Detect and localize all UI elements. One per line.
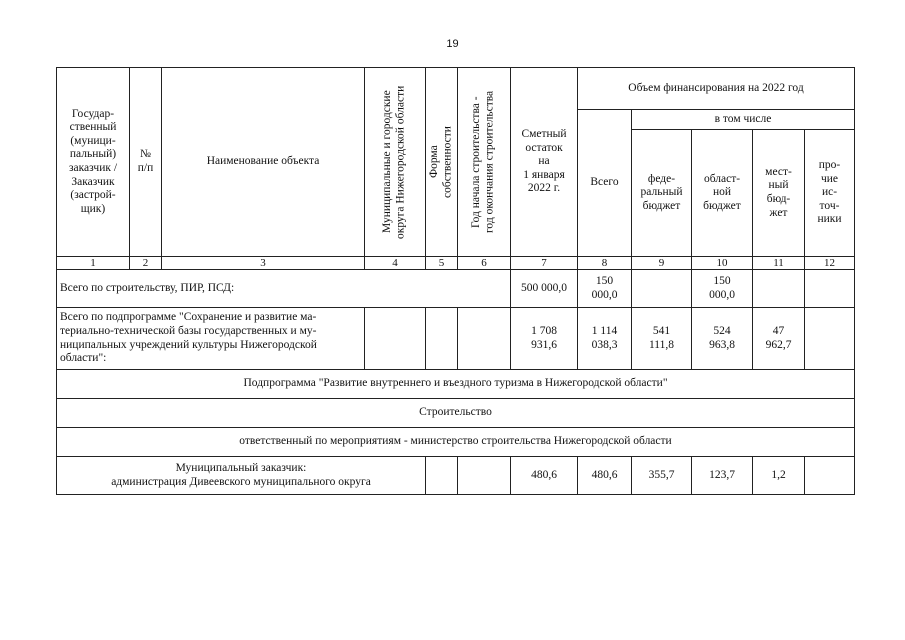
municipal-customer-ownership (426, 457, 458, 495)
header-row-1 (57, 68, 855, 110)
column-number: 4 (365, 257, 426, 270)
column-number: 9 (632, 257, 692, 270)
header-federal: феде- ральный бюджет (632, 130, 692, 257)
page-number: 19 (446, 38, 459, 50)
table-row-total-construction (57, 270, 855, 308)
header-funding-volume: Объем финансирования на 2022 год (578, 68, 855, 110)
total-subprogram-label: Всего по подпрограмме "Сохранение и развитие ма- териально-технической базы государственных и му- ниципальных учреждений культуры Нижегородской области": (57, 308, 365, 370)
header-other: про- чие ис- точ- ники (805, 130, 855, 257)
financing-table (56, 67, 855, 495)
table-row-responsible (57, 428, 855, 457)
column-number: 12 (805, 257, 855, 270)
total-construction-balance: 500 000,0 (511, 270, 578, 308)
header-municipality-text: Муниципальные и городские округа Нижегородской области (381, 85, 407, 239)
header-regional: област- ной бюджет (692, 130, 753, 257)
table-row-total-subprogram (57, 308, 855, 370)
total-subprogram-total: 1 114 038,3 (578, 308, 632, 370)
total-construction-other (805, 270, 855, 308)
header-num: № п/п (130, 68, 162, 257)
column-number: 7 (511, 257, 578, 270)
municipal-customer-total: 480,6 (578, 457, 632, 495)
column-number: 11 (753, 257, 805, 270)
header-estimated-balance: Сметный остаток на 1 января 2022 г. (511, 68, 578, 257)
total-construction-federal (632, 270, 692, 308)
total-construction-label: Всего по строительству, ПИР, ПСД: (57, 270, 511, 308)
total-subprogram-ownership (426, 308, 458, 370)
total-subprogram-federal: 541 111,8 (632, 308, 692, 370)
header-local: мест- ный бюд- жет (753, 130, 805, 257)
table-row-municipal-customer (57, 457, 855, 495)
header-object-name: Наименование объекта (162, 68, 365, 257)
total-subprogram-years (458, 308, 511, 370)
header-including: в том числе (632, 110, 855, 130)
column-number: 6 (458, 257, 511, 270)
total-subprogram-municipality (365, 308, 426, 370)
total-construction-local (753, 270, 805, 308)
header-years-text: Год начала строительства - год окончания строительства (470, 90, 496, 234)
municipal-customer-regional: 123,7 (692, 457, 753, 495)
header-ownership (426, 68, 458, 257)
total-subprogram-balance: 1 708 931,6 (511, 308, 578, 370)
column-number: 8 (578, 257, 632, 270)
responsible-text: ответственный по мероприятиям - министерство строительства Нижегородской области (57, 428, 855, 457)
municipal-customer-balance: 480,6 (511, 457, 578, 495)
table-row-subprogram-title (57, 370, 855, 399)
municipal-customer-local: 1,2 (753, 457, 805, 495)
section-title: Строительство (57, 399, 855, 428)
header-years (458, 68, 511, 257)
column-number: 10 (692, 257, 753, 270)
total-subprogram-local: 47 962,7 (753, 308, 805, 370)
column-number: 5 (426, 257, 458, 270)
header-ownership-text: Форма собственности (427, 126, 454, 198)
total-subprogram-regional: 524 963,8 (692, 308, 753, 370)
column-number: 2 (130, 257, 162, 270)
municipal-customer-label: Муниципальный заказчик: администрация Дивеевского муниципального округа (57, 457, 426, 495)
header-municipality (365, 68, 426, 257)
column-number: 1 (57, 257, 130, 270)
total-construction-total: 150 000,0 (578, 270, 632, 308)
total-subprogram-other (805, 308, 855, 370)
header-total: Всего (578, 110, 632, 257)
total-construction-regional: 150 000,0 (692, 270, 753, 308)
subprogram-title: Подпрограмма "Развитие внутреннего и въездного туризма в Нижегородской области" (57, 370, 855, 399)
table-row-section-title (57, 399, 855, 428)
municipal-customer-federal: 355,7 (632, 457, 692, 495)
header-customer: Государ- ственный (муници- пальный) заказчик / Заказчик (застрой- щик) (57, 68, 130, 257)
municipal-customer-years (458, 457, 511, 495)
column-number-row (57, 257, 855, 270)
municipal-customer-other (805, 457, 855, 495)
column-number: 3 (162, 257, 365, 270)
